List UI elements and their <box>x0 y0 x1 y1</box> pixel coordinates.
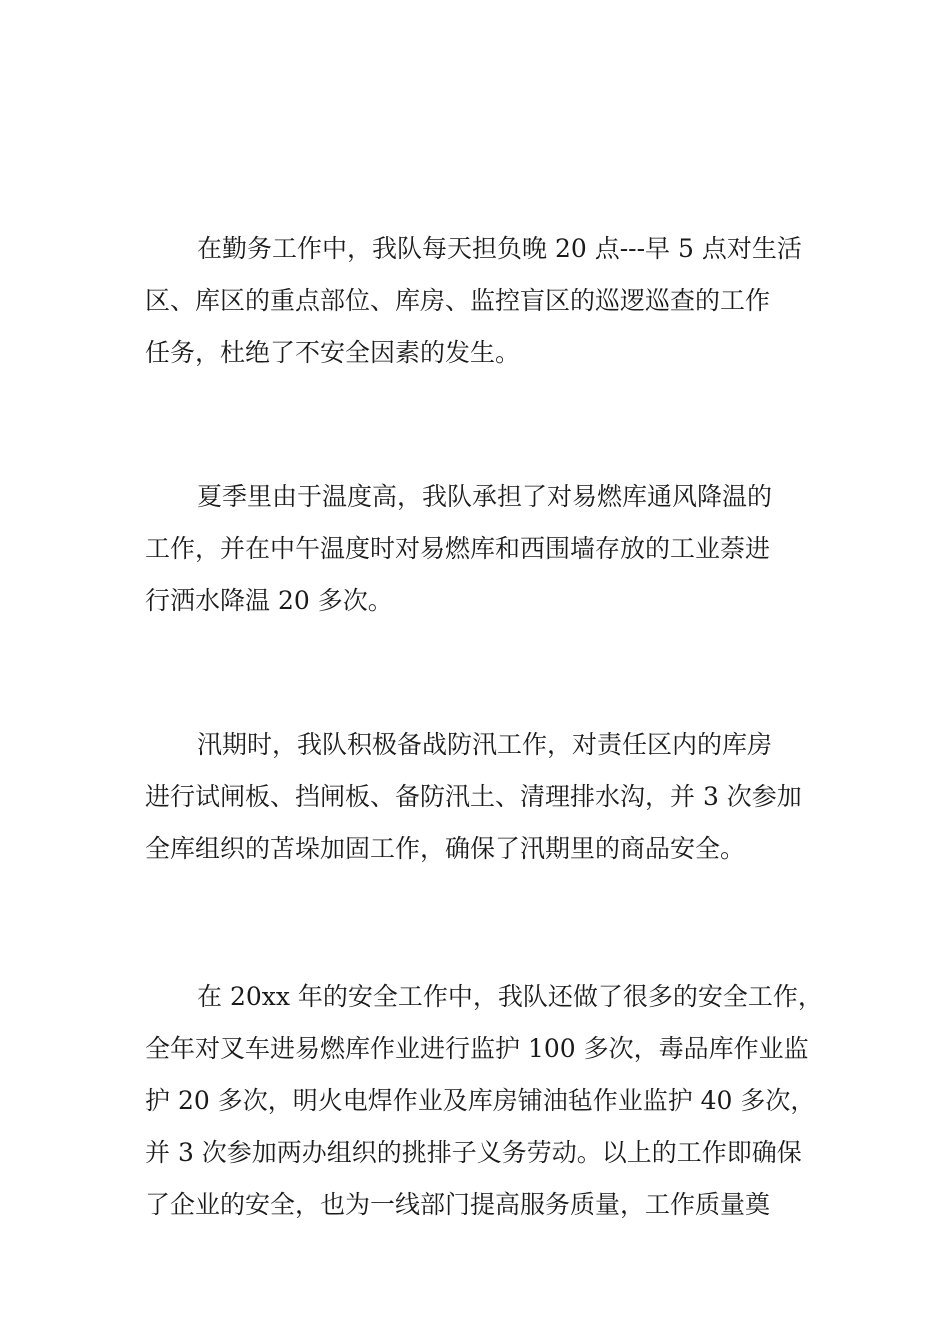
text-line: 全库组织的苫垛加固工作，确保了汛期里的商品安全。 <box>145 834 746 863</box>
text-line: 在勤务工作中，我队每天担负晚 20 点---早 5 点对生活 <box>197 234 802 263</box>
text-line: 夏季里由于温度高，我队承担了对易燃库通风降温的 <box>197 482 773 511</box>
text-line: 进行试闸板、挡闸板、备防汛土、清理排水沟，并 3 次参加 <box>145 782 802 811</box>
text-line: 了企业的安全，也为一线部门提高服务质量，工作质量奠 <box>145 1190 771 1219</box>
text-line: 并 3 次参加两办组织的挑排子义务劳动。以上的工作即确保 <box>145 1138 802 1167</box>
text-line: 在 20xx 年的安全工作中，我队还做了很多的安全工作， <box>197 982 823 1011</box>
paragraph-annual-safety-work <box>145 971 823 1231</box>
text-line: 任务，杜绝了不安全因素的发生。 <box>145 338 521 367</box>
text-line: 区、库区的重点部位、库房、监控盲区的巡逻巡查的工作 <box>145 286 771 315</box>
paragraph-night-patrol <box>145 223 815 379</box>
text-line: 汛期时，我队积极备战防汛工作，对责任区内的库房 <box>197 730 773 759</box>
text-line: 护 20 多次，明火电焊作业及库房铺油毡作业监护 40 多次， <box>145 1086 816 1115</box>
text-line: 行洒水降温 20 多次。 <box>145 586 393 615</box>
paragraph-summer-cooling <box>145 471 815 627</box>
text-line: 全年对叉车进易燃库作业进行监护 100 多次，毒品库作业监 <box>145 1034 809 1063</box>
paragraph-flood-prevention <box>145 719 815 875</box>
text-line: 工作，并在中午温度时对易燃库和西围墙存放的工业萘进 <box>145 534 771 563</box>
